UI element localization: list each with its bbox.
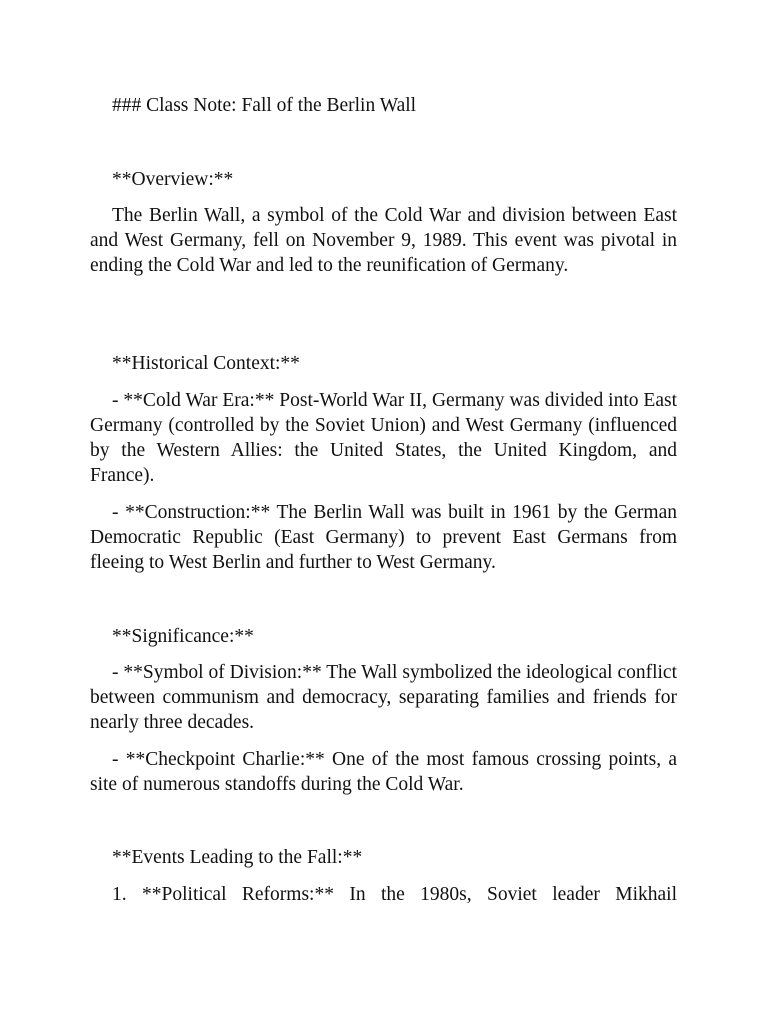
symbol-of-division-item: - **Symbol of Division:** The Wall symbolized the ideological conflict between communism and democracy, separating families and friends for nearly three decades. xyxy=(90,662,677,733)
overview-paragraph: The Berlin Wall, a symbol of the Cold War and division between East and West Germany, fell on November 9, 1989. This event was pivotal in ending the Cold War and led to the reunification of Germany. xyxy=(90,205,677,276)
historical-context-heading: **Historical Context:** xyxy=(112,353,300,374)
events-leading-heading: **Events Leading to the Fall:** xyxy=(112,847,363,868)
cold-war-era-item: - **Cold War Era:** Post-World War II, Germany was divided into East Germany (controlled by the Soviet Union) and West Germany (influenced by the Western Allies: the United States, the United Kingdom, and France). xyxy=(90,390,677,486)
overview-heading: **Overview:** xyxy=(112,169,234,190)
document-title: ### Class Note: Fall of the Berlin Wall xyxy=(112,95,417,116)
significance-heading: **Significance:** xyxy=(112,626,254,647)
checkpoint-charlie-item: - **Checkpoint Charlie:** One of the most famous crossing points, a site of numerous standoffs during the Cold War. xyxy=(90,749,677,795)
construction-item: - **Construction:** The Berlin Wall was built in 1961 by the German Democratic Republic (East Germany) to prevent East Germans from fleeing to West Berlin and further to West Germany. xyxy=(90,502,677,573)
political-reforms-item: 1. **Political Reforms:** In the 1980s, Soviet leader Mikhail xyxy=(112,884,677,905)
